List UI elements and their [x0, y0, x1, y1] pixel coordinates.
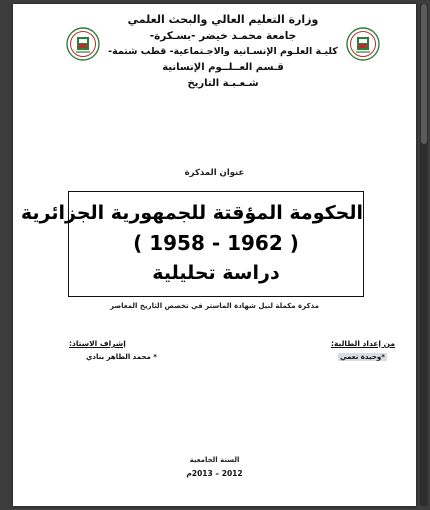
prepared-by-label: من إعداد الطالبة: — [331, 339, 395, 348]
supervisor-name: * محمد الطاهر بنادي — [86, 353, 157, 361]
institution-header — [108, 12, 338, 92]
university-logo-left — [66, 27, 100, 61]
academic-year-label: السنة الجامعية — [189, 456, 240, 464]
branch-name: شـعـبـة التاريخ — [187, 78, 259, 89]
vertical-scrollbar[interactable] — [420, 4, 428, 506]
memo-title-label: عنوان المذكرة — [184, 168, 245, 178]
thesis-title-years: ( 1958 - 1962 ) — [133, 231, 299, 255]
thesis-title-line1: الحكومة المؤقتة للجمهورية الجزائرية — [20, 202, 363, 224]
scrollbar-thumb[interactable] — [421, 4, 427, 144]
university-logo-right — [346, 27, 380, 61]
thesis-title-box — [20, 191, 364, 297]
thesis-title-line3: دراسة تحليلية — [152, 262, 280, 284]
department-name: قـسم العــلــوم الإنسانية — [162, 62, 284, 73]
document-page — [13, 4, 416, 506]
ministry-name: وزارة التعليم العالي والبحث العلمي — [127, 13, 319, 26]
faculty-name: كليـة العلـوم الإنسـانية والاجـتماعية- قطب شتمة- — [108, 46, 338, 57]
student-name: *وحيدة نعمي — [340, 353, 385, 361]
university-name: جامعة محمـد خيضر -بسـكرة- — [149, 30, 297, 42]
supervisor-label: إشراف الاستاذ: — [69, 339, 126, 348]
thesis-subtitle: مذكرة مكملة لنيل شهادة الماستر في تخصص التاريخ المعاصر — [110, 302, 319, 310]
academic-year-value: 2012 – 2013م — [186, 469, 243, 478]
